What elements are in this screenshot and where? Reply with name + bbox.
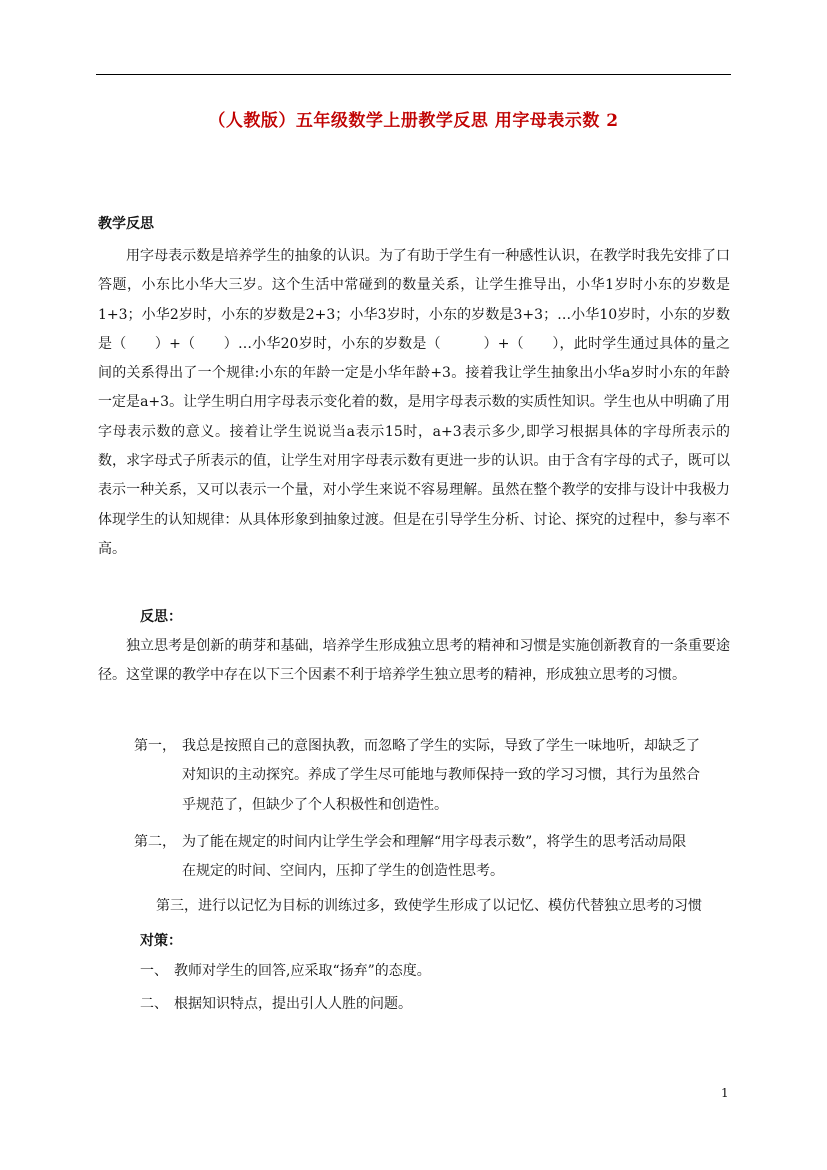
point-line: 对知识的主动探究。养成了学生尽可能地与教师保持一致的学习习惯，其行为虽然合 [182, 767, 700, 784]
section-heading: 教学反思 [98, 216, 154, 232]
header-rule [96, 74, 731, 75]
intro-paragraph: 用字母表示数是培养学生的抽象的认识。为了有助于学生有一种感性认识，在教学时我先安排了口答题，小东比小华大三岁。这个生活中常碰到的数量关系，让学生推导出，小华1岁时小东的岁数是1+3；小华2岁时，小东的岁数是2+3；小华3岁时，小东的岁数是3+3；…小华10岁时，小东的岁数是（ ）+（ ）…小华20岁时，小东的岁数是（ ）+（ ），此时学生通过具体的量之间的关系得出了一个规律:小东的年龄一定是小华年龄+3。接着我让学生抽象出小华a岁时小东的年龄一定是a+3。让学生明白用字母表示变化着的数，是用字母表示数的实质性知识。学生也从中明确了用字母表示数的意义。接着让学生说说当a表示15时，a+3表示多少,即学习根据具体的字母所表示的数，求字母式子所表示的值，让学生对用字母表示数有更进一步的认识。由于含有字母的式子，既可以表示一种关系，又可以表示一个量，对小学生来说不容易理解。虽然在整个教学的安排与设计中我极力体现学生的认知规律：从具体形象到抽象过渡。但是在引导学生分析、讨论、探究的过程中，参与率不高。 [98, 248, 730, 557]
countermeasure-text: 教师对学生的回答,应采取“扬弃”的态度。 [174, 963, 431, 979]
point-text [182, 828, 730, 887]
countermeasure-item [140, 993, 412, 1013]
point-line: 乎规范了，但缺少了个人积极性和创造性。 [182, 796, 448, 813]
countermeasure-item [140, 960, 431, 980]
point-text [182, 732, 730, 820]
point-line: 为了能在规定的时间内让学生学会和理解“用字母表示数”，将学生的思考活动局限 [182, 834, 687, 850]
reflection-paragraph: 独立思考是创新的萌芽和基础，培养学生形成独立思考的精神和习惯是实施创新教育的一条重要途径。这堂课的教学中存在以下三个因素不利于培养学生独立思考的精神，形成独立思考的习惯。 [98, 638, 730, 684]
page-number: 1 [721, 1086, 729, 1100]
point-number: 第一， [134, 738, 176, 754]
countermeasure-text: 根据知识特点，提出引人人胜的问题。 [174, 996, 412, 1012]
point-third: 第三，进行以记忆为目标的训练过多，致使学生形成了以记忆、模仿代替独立思考的习惯 [156, 898, 702, 914]
countermeasure-heading: 对策： [140, 933, 182, 949]
point-line: 在规定的时间、空间内，压抑了学生的创造性思考。 [182, 863, 504, 880]
document-title: （人教版）五年级数学上册教学反思 用字母表示数 2 [208, 111, 619, 131]
point-number: 第二， [134, 834, 176, 850]
countermeasure-number: 一、 [140, 963, 168, 979]
point-line: 我总是按照自己的意图执教，而忽略了学生的实际，导致了学生一味地听，却缺乏了 [182, 738, 700, 754]
reflection-heading: 反思： [140, 609, 182, 625]
point-second [134, 828, 730, 888]
countermeasure-number: 二、 [140, 996, 168, 1012]
point-first [134, 732, 730, 822]
